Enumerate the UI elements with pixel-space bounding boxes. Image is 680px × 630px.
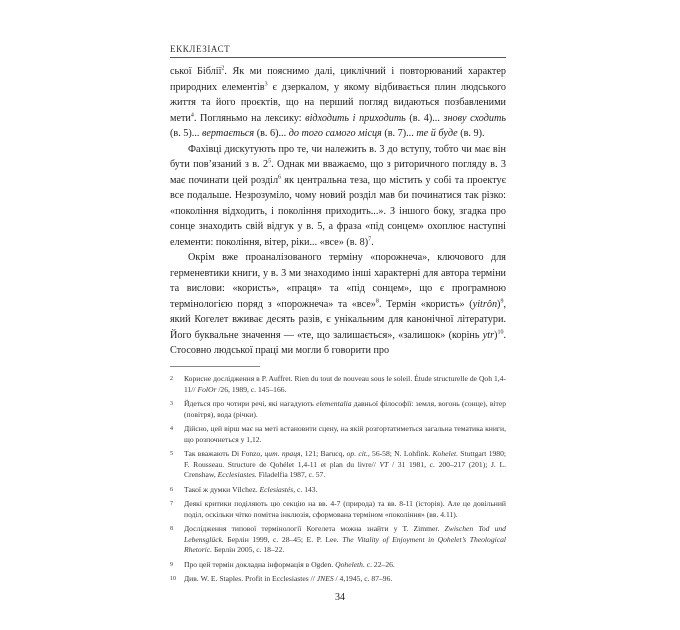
- footnote: [170, 449, 506, 481]
- footnote-ref[interactable]: 10: [497, 329, 504, 336]
- text: Фахівці дискутують про те, чи належить в. 3 до вступу, тобто чи має він бути пов’язаний з в. 2: [170, 143, 506, 170]
- footnote-text: [184, 374, 506, 395]
- main-text: [170, 64, 506, 359]
- text: 121; Barucq,: [302, 449, 347, 458]
- paragraph-3: [170, 250, 506, 359]
- paragraph-2: [170, 142, 506, 251]
- footnote-text: Деякі критики поділяють цю секцію на вв. 4-7 (природа) та вв. 8-11 (історія). Але це довільний поділ, оскільки чітко помітна інклюзія, сформована терміном «покоління» (вв. 4.11).: [184, 499, 506, 519]
- footnote-text: [184, 449, 506, 481]
- footnote-ref[interactable]: 8: [375, 298, 379, 305]
- footnote: [170, 485, 506, 496]
- text: (в. 9).: [457, 128, 485, 139]
- italic-text: вертається: [201, 128, 255, 139]
- footnote-text: [184, 574, 506, 585]
- text: Так вважають Di Fonzo,: [184, 449, 265, 458]
- text: Берлін 1999, с. 28–45; Е. Р. Lee.: [223, 534, 343, 544]
- italic-text: ytr: [482, 329, 495, 341]
- footnote-divider: [170, 366, 260, 367]
- text: Про цей термін докладна інформація в Ogden.: [184, 559, 336, 569]
- text: . Однак ми вважаємо, що з риторичного погляду в. 3 має починати цей розділ: [170, 159, 506, 186]
- text: .: [371, 236, 374, 248]
- footnote-number: 2: [170, 376, 173, 382]
- text: Filadelfia 1987, с. 57.: [256, 470, 326, 479]
- text: . Як ми пояснимо далі, циклічний і повторюваний характер природних елементів: [170, 66, 506, 93]
- text: Такої ж думки Vílchez.: [184, 484, 260, 494]
- page-number: 34: [335, 592, 345, 603]
- text: давньої філософії: земля, вогонь (сонце), вітер (повітря), вода (річки).: [184, 399, 506, 419]
- footnote-number: 7: [170, 501, 173, 507]
- italic-text: Zwischen Tod und Lebensglück.: [184, 524, 506, 544]
- text: (в. 7)...: [381, 128, 417, 139]
- text: . Стосовно людської праці ми могли б говорити про: [170, 329, 506, 356]
- footnote: [170, 524, 506, 556]
- text: / 31 1981, с. 200–217 (201); J. L. Crenshaw,: [184, 459, 506, 479]
- footnote-number: 8: [170, 526, 173, 532]
- italic-text: знову сходить: [443, 112, 506, 124]
- italic-text: VT: [379, 459, 389, 469]
- text: / 4,1945, с. 87–96.: [333, 574, 393, 583]
- italic-text: Qoheleth.: [335, 559, 365, 569]
- text: Stuttgart 1980; F. Rousseau. Structure de Qohélet 1,4-11 et plan du livre//: [184, 449, 506, 469]
- text: Берлін 2005, с. 18–22.: [212, 545, 285, 554]
- footnote: [170, 560, 506, 571]
- footnote-number: 4: [170, 426, 173, 432]
- italic-text: до того самого місця: [288, 128, 382, 139]
- italic-text: відходить і приходить: [305, 112, 406, 124]
- footnote-number: 5: [170, 451, 173, 457]
- text: є дзеркалом, у якому відбивається плин людського життя та його проєктів, що на перший погляд видаються позбавленими мети: [170, 81, 507, 124]
- paragraph-1: [170, 64, 506, 142]
- footnote-text: [184, 399, 506, 420]
- italic-text: JNES: [316, 574, 334, 583]
- italic-text: The Vitality of Enjoyment in Qohelet’s Theological Rhetoric.: [184, 534, 507, 554]
- footnote-ref[interactable]: 3: [264, 81, 268, 88]
- footnote: [170, 399, 506, 420]
- text: Дослідження типової термінології Когелета можна знайти у Т. Zimmer.: [184, 524, 445, 533]
- footnote: [170, 499, 506, 520]
- text: (в. 5)...: [170, 128, 202, 139]
- italic-text: Ecclesiastes.: [217, 470, 257, 479]
- text: . Погляньмо на лексику:: [193, 112, 306, 124]
- footnote-ref[interactable]: 2: [221, 65, 225, 72]
- text: як центральна теза, що містить у собі та проектує все подальше. Незрозуміло, чому новий розділ мав би починатися так різко: «покоління відходить, і покоління приходить...». З іншого боку, згадка про сонце знаходить свій відгук у в. 5, а фраза «під сонцем» охоплює наступні елементи: покоління, вітер, ріки... «все» (в. 8): [170, 174, 506, 248]
- text: ): [497, 298, 501, 310]
- text: с. 22–26.: [364, 559, 395, 569]
- footnote-ref[interactable]: 6: [278, 174, 282, 181]
- footnote-number: 10: [170, 576, 176, 582]
- text: 56-58; N. Lohfink.: [369, 449, 433, 458]
- italic-text: цит. праця,: [264, 449, 303, 458]
- text: /26, 1989, с. 145–166.: [216, 384, 287, 394]
- italic-text: FolOr: [197, 384, 217, 394]
- italic-text: yitrôn: [472, 298, 498, 310]
- text: ): [494, 329, 498, 341]
- footnote: [170, 574, 506, 585]
- footnote-text: [184, 524, 506, 556]
- footnote-text: Дійсно, цей вірш має на меті встановити сцену, на якій розгортатиметься загальна тематика книги, що розпочнеться у 1,12.: [184, 424, 506, 444]
- text: Корисне дослідження в P. Auffret. Rien du tout de nouveau sous le soleil. Étude structurelle de Qoh 1,4-11//: [184, 374, 506, 394]
- footnote: [170, 374, 506, 395]
- footnotes: [170, 374, 506, 589]
- footnote-ref[interactable]: 5: [268, 158, 272, 165]
- text: Див. W. E. Staples. Profit in Ecclesiastes //: [184, 574, 317, 583]
- footnote-number: 9: [170, 561, 173, 568]
- header-divider: [170, 57, 506, 58]
- running-header: ЕККЛЕЗІАСТ: [170, 44, 231, 54]
- text: . Термін «користь» (: [378, 298, 473, 310]
- text: ської Біблії: [170, 66, 222, 77]
- footnote-number: 6: [170, 486, 173, 493]
- footnote-number: 3: [170, 401, 173, 407]
- text: (в. 6)...: [254, 128, 289, 139]
- italic-text: те й буде: [416, 128, 458, 139]
- footnote-ref[interactable]: 9: [500, 298, 504, 305]
- italic-text: Kohelet.: [432, 449, 458, 458]
- italic-text: Eclesiastés,: [259, 484, 296, 494]
- text: , який Когелет вживає десять разів, є унікальним для канонічної літератури. Його буквальне значення — «те, що залишається», «залишок» (корінь: [170, 298, 506, 341]
- text: (в. 4)...: [405, 112, 444, 124]
- text: Йдеться про чотири речі, які нагадують: [184, 399, 317, 408]
- italic-text: op. cit.,: [346, 449, 370, 458]
- footnote-text: [184, 560, 506, 571]
- footnote: [170, 424, 506, 445]
- text: с. 143.: [295, 484, 318, 494]
- italic-text: elementalia: [316, 399, 352, 408]
- footnote-ref[interactable]: 4: [190, 112, 194, 119]
- text: Окрім вже проаналізованого терміну «порожнеча», ключового для герменевтики книги, у в. 3 ми знаходимо інші характерні для автора терміни та вислови: «користь», «праця» та «під сонцем», що є програмною термінологією поряд з «порожнеча» та «все»: [170, 252, 506, 310]
- footnote-text: [184, 485, 506, 496]
- footnote-ref[interactable]: 7: [368, 236, 372, 243]
